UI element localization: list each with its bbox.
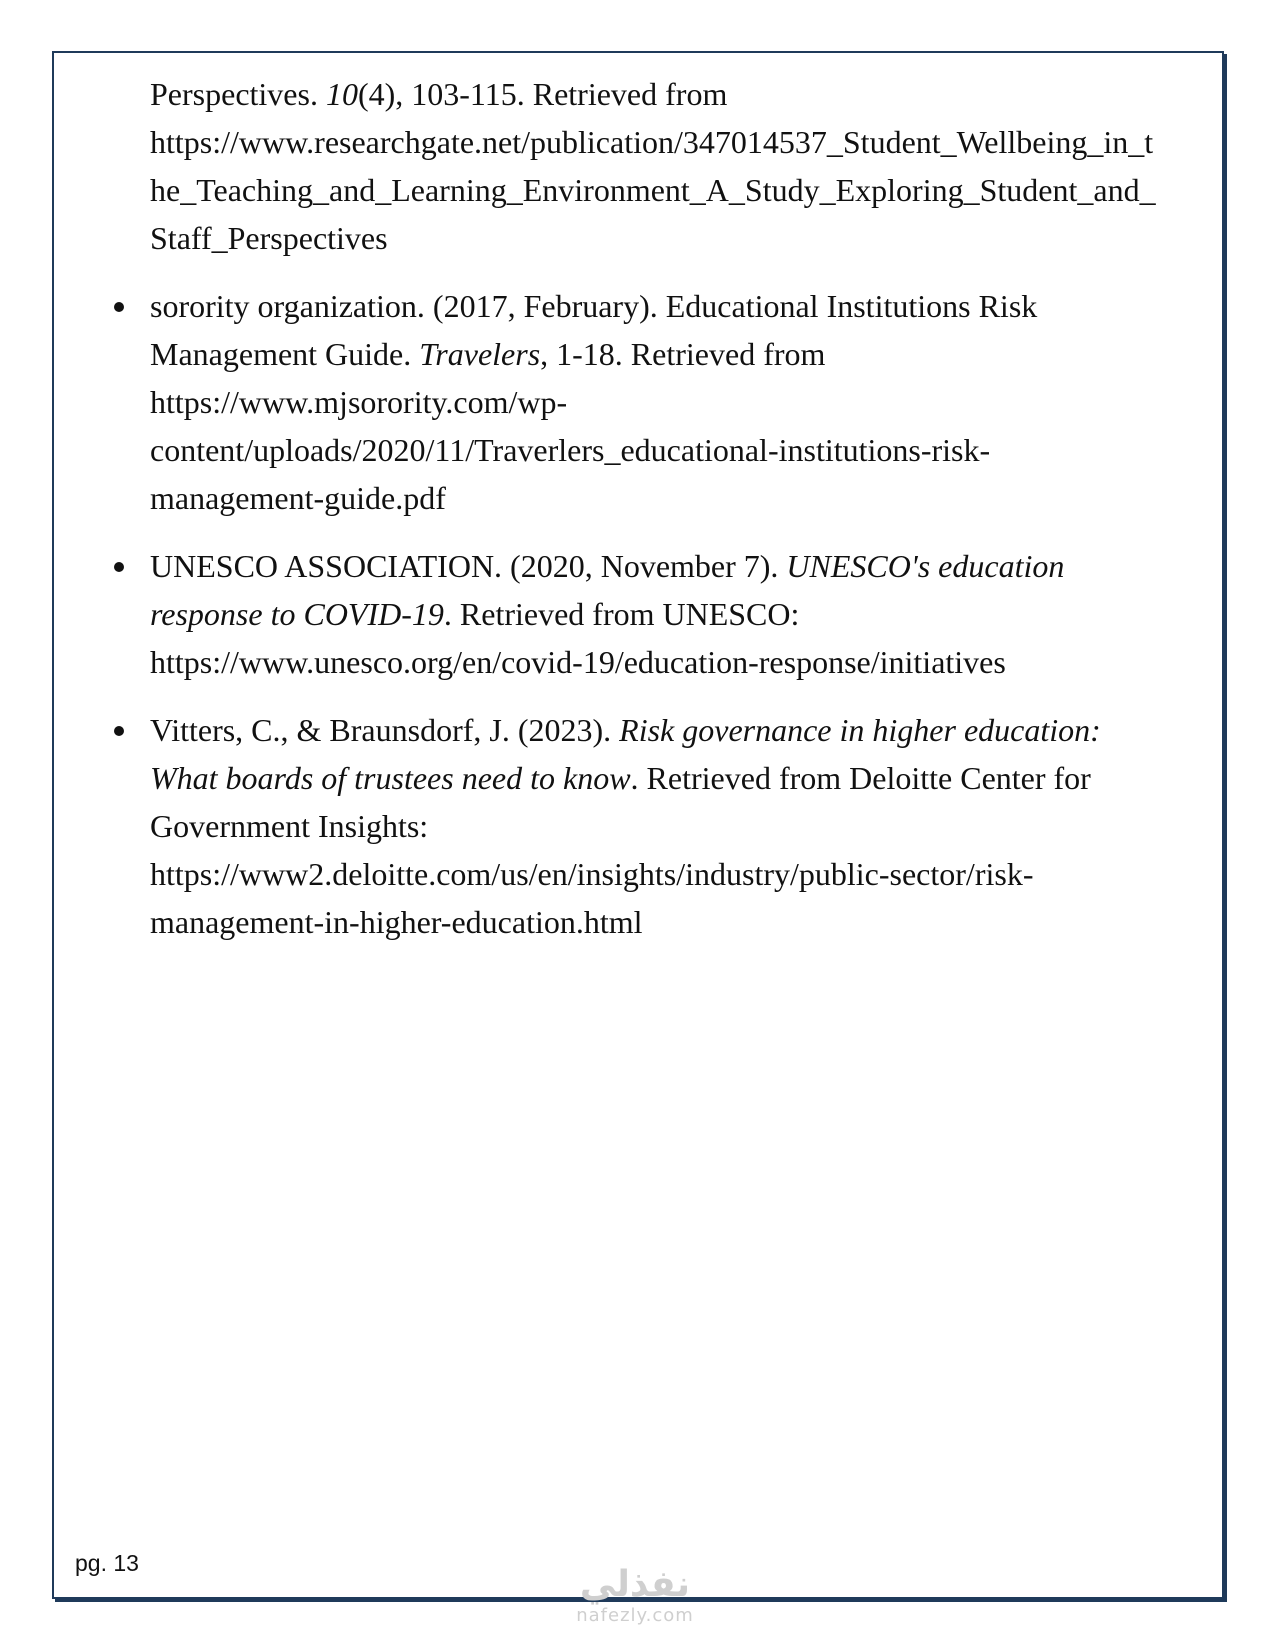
reference-url-line: content/uploads/2020/11/Traverlers_educational-institutions-risk-: [150, 432, 991, 468]
reference-line: response to COVID-19. Retrieved from UNESCO:: [150, 596, 800, 632]
reference-continuation: [112, 70, 1202, 262]
reference-line: Government Insights:: [150, 808, 429, 844]
reference-entry-sorority: [112, 282, 1202, 522]
reference-url-line: https://www.mjsorority.com/wp-: [150, 384, 568, 420]
references-list: [112, 70, 1202, 966]
reference-line: Management Guide. Travelers, 1-18. Retrieved from: [150, 336, 826, 372]
watermark-logo: [555, 1565, 715, 1627]
bullet-icon: [114, 562, 124, 572]
reference-entry-unesco: [112, 542, 1202, 686]
reference-line: sorority organization. (2017, February). Educational Institutions Risk: [150, 288, 1038, 324]
bullet-icon: [114, 726, 124, 736]
reference-url-line: https://www.researchgate.net/publication/347014537_Student_Wellbeing_in_t: [150, 124, 1154, 160]
watermark-latin-text: nafezly.com: [576, 1605, 694, 1626]
reference-url-line: management-in-higher-education.html: [150, 904, 643, 940]
reference-line: Perspectives. 10(4), 103-115. Retrieved from: [150, 76, 728, 112]
bullet-icon: [114, 302, 124, 312]
reference-line: UNESCO ASSOCIATION. (2020, November 7). UNESCO's education: [150, 548, 1065, 584]
reference-url-line: https://www2.deloitte.com/us/en/insights/industry/public-sector/risk-: [150, 856, 1034, 892]
reference-line: What boards of trustees need to know. Retrieved from Deloitte Center for: [150, 760, 1091, 796]
reference-line: Vitters, C., & Braunsdorf, J. (2023). Risk governance in higher education:: [150, 712, 1101, 748]
reference-entry-deloitte: [112, 706, 1202, 946]
reference-url-line: he_Teaching_and_Learning_Environment_A_Study_Exploring_Student_and_: [150, 172, 1156, 208]
reference-url-line: https://www.unesco.org/en/covid-19/education-response/initiatives: [150, 644, 1006, 680]
reference-url-line: Staff_Perspectives: [150, 220, 388, 256]
reference-url-line: management-guide.pdf: [150, 480, 446, 516]
page-number: pg. 13: [75, 1550, 139, 1576]
watermark-arabic-text: نفذلي: [579, 1564, 691, 1605]
